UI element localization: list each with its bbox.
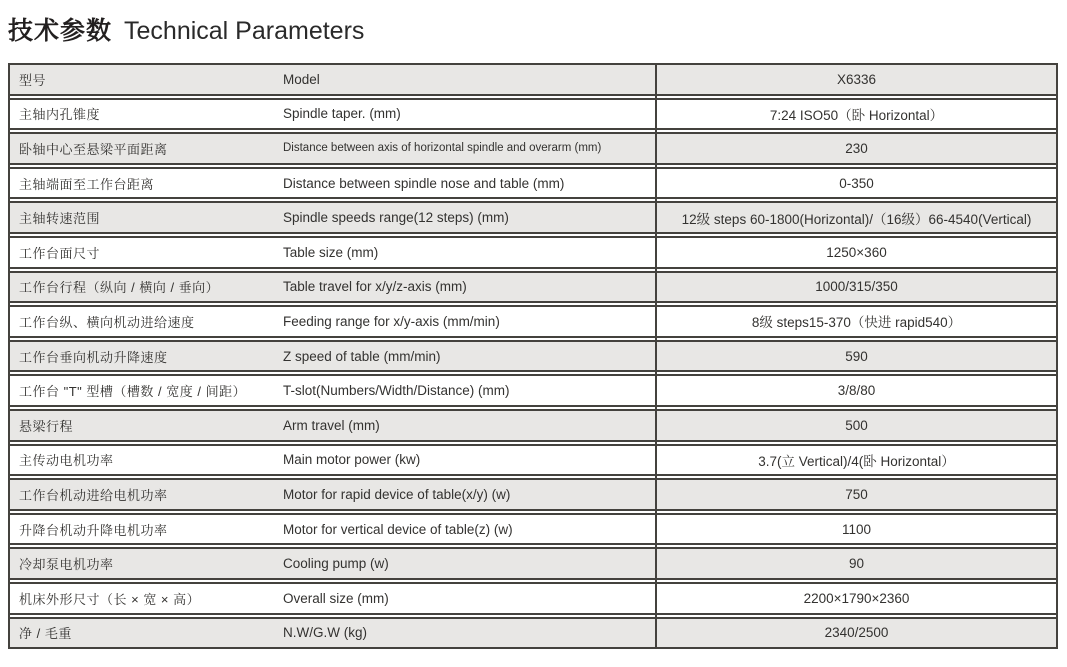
- table-row: [10, 236, 1056, 269]
- param-label-en: Z speed of table (mm/min): [283, 348, 441, 364]
- param-label-en: Feeding range for x/y-axis (mm/min): [283, 313, 500, 329]
- param-label-en: Motor for rapid device of table(x/y) (w): [283, 486, 511, 502]
- param-label-zh: 机床外形尺寸（长 × 宽 × 高）: [19, 591, 201, 607]
- table-row: [10, 374, 1056, 407]
- param-label-en: Main motor power (kw): [283, 452, 421, 468]
- param-value: 230: [845, 140, 868, 156]
- param-label-zh: 工作台机动进给电机功率: [19, 487, 168, 503]
- param-label-en: Model: [283, 71, 320, 87]
- param-label-zh: 工作台纵、横向机动进给速度: [19, 314, 195, 330]
- table-row: [10, 513, 1056, 546]
- param-label-en: Table travel for x/y/z-axis (mm): [283, 279, 467, 295]
- param-label-en: Distance between axis of horizontal spindle and overarm (mm): [283, 142, 602, 155]
- param-label-zh: 主轴端面至工作台距离: [19, 176, 155, 192]
- param-label-zh: 卧轴中心至悬梁平面距离: [19, 141, 168, 157]
- param-value: 3/8/80: [837, 383, 876, 399]
- table-row: [10, 340, 1056, 373]
- page-title-en: Technical Parameters: [124, 17, 365, 45]
- param-label-en: N.W/G.W (kg): [283, 625, 367, 641]
- param-value: 12级 steps 60-1800(Horizontal)/（16级）66-4540(Vertical): [681, 211, 1032, 227]
- param-value: 8级 steps15-370（快进 rapid540）: [751, 315, 962, 331]
- technical-parameters-table: [8, 63, 1058, 649]
- param-label-zh: 主轴内孔锥度: [19, 107, 101, 123]
- param-value: 3.7(立 Vertical)/4(卧 Horizontal）: [758, 453, 955, 469]
- param-value: 2340/2500: [824, 625, 889, 641]
- param-label-zh: 升降台机动升降电机功率: [19, 522, 168, 538]
- table-row: [10, 132, 1056, 165]
- param-label-zh: 冷却泵电机功率: [19, 557, 114, 573]
- table-row: [10, 167, 1056, 200]
- param-label-zh: 主传动电机功率: [19, 453, 114, 469]
- table-row: [10, 582, 1056, 615]
- param-value: 750: [845, 486, 868, 502]
- param-label-en: Spindle speeds range(12 steps) (mm): [283, 210, 509, 226]
- param-label-zh: 工作台垂向机动升降速度: [19, 349, 168, 365]
- param-value: 1250×360: [826, 244, 887, 260]
- table-row: [10, 478, 1056, 511]
- table-row: [10, 409, 1056, 442]
- param-value: 7:24 ISO50（卧 Horizontal）: [769, 107, 944, 123]
- table-row: [10, 444, 1056, 477]
- param-label-en: Cooling pump (w): [283, 556, 389, 572]
- param-value: 0-350: [839, 175, 874, 191]
- table-row: [10, 201, 1056, 234]
- value-column-divider: [655, 63, 657, 649]
- param-label-zh: 工作台行程（纵向 / 横向 / 垂向）: [19, 280, 220, 296]
- param-label-en: Arm travel (mm): [283, 417, 380, 433]
- table-row: [10, 98, 1056, 131]
- param-value: X6336: [836, 71, 877, 87]
- param-label-en: T-slot(Numbers/Width/Distance) (mm): [283, 383, 510, 399]
- table-row: [10, 271, 1056, 304]
- param-label-zh: 净 / 毛重: [19, 626, 72, 642]
- param-label-en: Table size (mm): [283, 244, 379, 260]
- param-label-zh: 工作台 "T" 型槽（槽数 / 宽度 / 间距）: [19, 384, 247, 400]
- table-row: [10, 617, 1056, 650]
- table-row: [10, 305, 1056, 338]
- page-title-zh: 技术参数: [8, 17, 113, 45]
- param-value: 1000/315/350: [815, 279, 898, 295]
- param-value: 590: [845, 348, 868, 364]
- param-label-zh: 悬梁行程: [19, 418, 74, 434]
- param-label-en: Overall size (mm): [283, 590, 389, 606]
- param-label-zh: 工作台面尺寸: [19, 245, 101, 261]
- param-label-en: Spindle taper. (mm): [283, 106, 401, 122]
- param-label-en: Motor for vertical device of table(z) (w): [283, 521, 513, 537]
- page-title: [8, 11, 364, 47]
- param-label-zh: 型号: [19, 72, 47, 88]
- param-label-en: Distance between spindle nose and table (mm): [283, 175, 565, 191]
- param-value: 500: [845, 417, 868, 433]
- table-row: [10, 63, 1056, 96]
- table-row: [10, 547, 1056, 580]
- param-value: 90: [848, 556, 865, 572]
- param-label-zh: 主轴转速范围: [19, 211, 101, 227]
- param-value: 1100: [841, 521, 872, 537]
- param-value: 2200×1790×2360: [803, 590, 910, 606]
